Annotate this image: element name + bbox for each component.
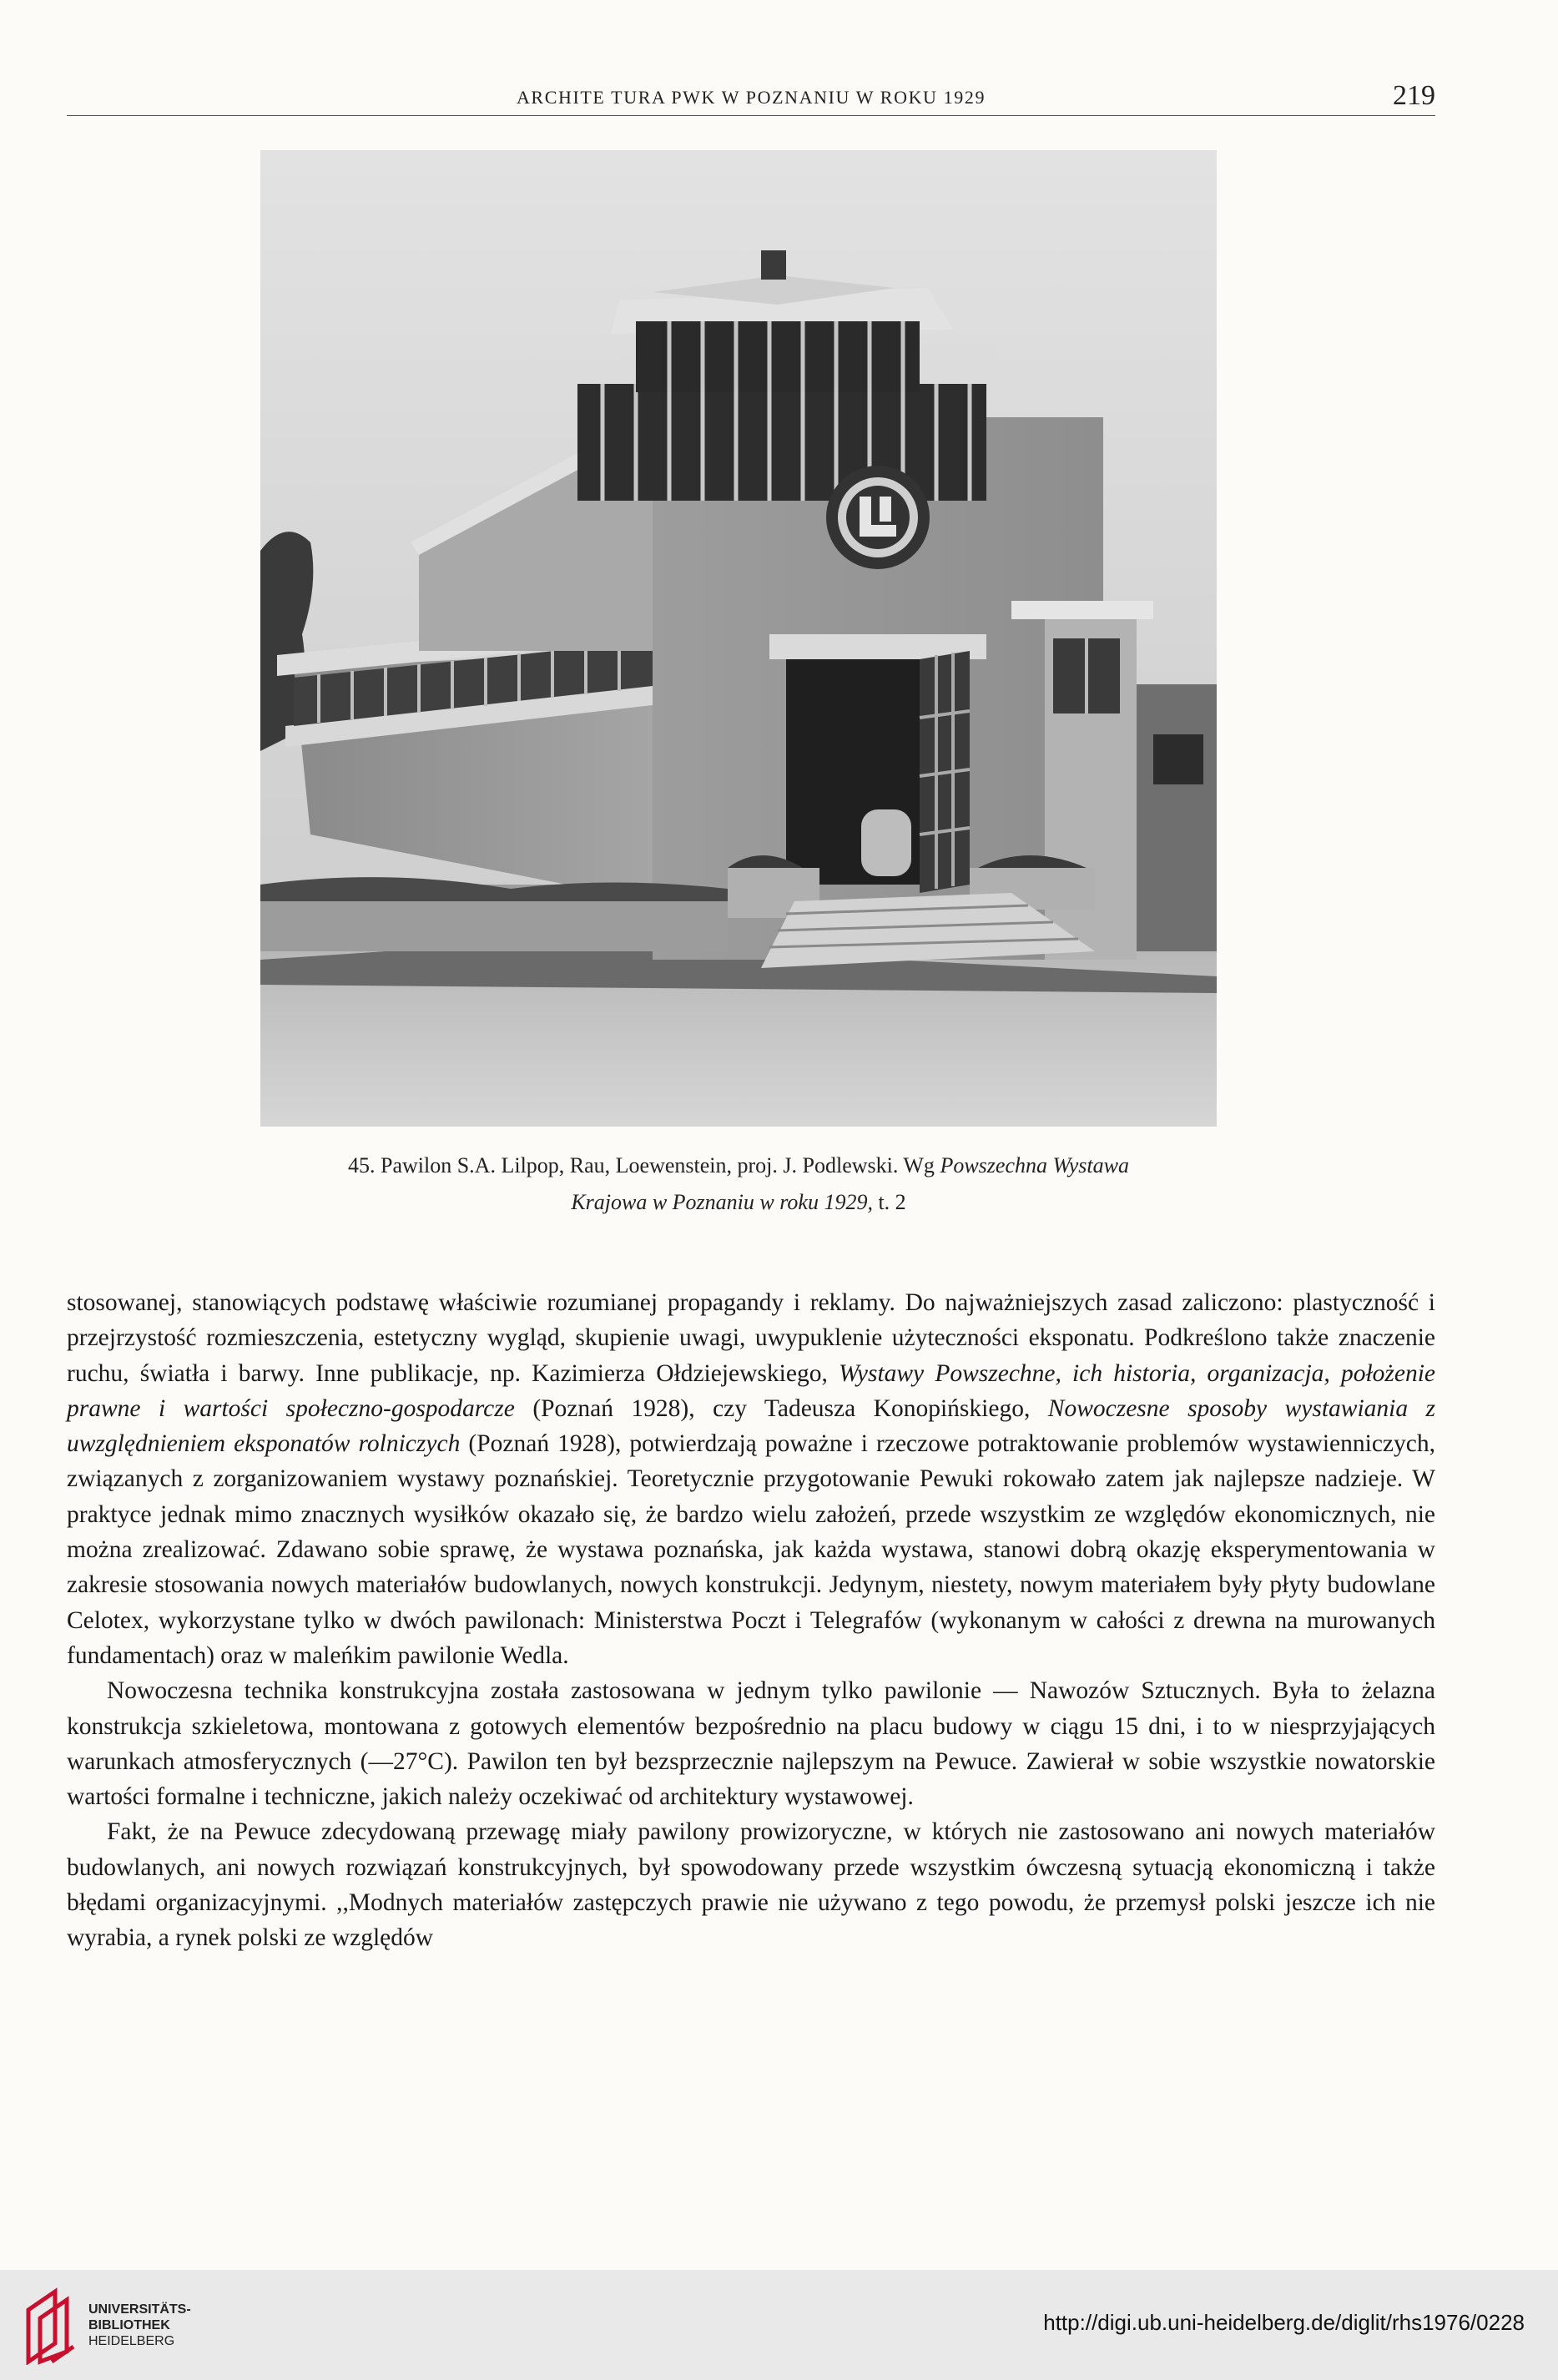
photograph-drawing: [260, 150, 1217, 1127]
paragraph-2: Nowoczesna technika konstrukcyjna została zastosowana w jednym tylko pawilonie — Nawozów Sztucznych. Była to żelazna konstrukcja szkieletowa, montowana z gotowych elementów bezpośrednio na placu budowy w ciągu 15 dni, i to w niesprzyjających warunkach atmosferycznych (—27°C). Pawilon ten był bezsprzecznie najlepszym na Pewuce. Zawierał w sobie wszystkie nowatorskie wartości formalne i techniczne, jakich należy oczekiwać od architektury wystawowej.: [67, 1677, 1435, 1811]
p1-title-2: Nowoczesne sposoby wystawiania z uwzględnieniem eksponatów rolniczych: [67, 1394, 1436, 1458]
footer-bar: [0, 2270, 1558, 2380]
paragraph-3: Fakt, że na Pewuce zdecydowaną przewagę miały pawilony prowizoryczne, w których nie zastosowano ani nowych materiałów budowlanych, ani nowych rozwiązań konstrukcyjnych, był spowodowany przede wszystkim ówczesną sytuacją ekonomiczną i także błędami organizacyjnymi. ,,Modnych materiałów zastępczych prawie nie używano z tego powodu, że przemysł polski jeszcze ich nie wyrabia, a rynek polski ze względów: [67, 1818, 1435, 1952]
paragraph-1: [67, 1285, 1435, 1673]
body-text: [67, 1285, 1435, 1956]
p1-part-a: stosowanej, stanowiących podstawę właściwie rozumianej propagandy i reklamy. Do najważniejszych zasad zaliczono: plastyczność i przejrzystość rozmieszczenia, estetyczny wygląd, skupienie uwagi, uwypuklenie użyteczności eksponatu. Podkreślono także znaczenie ruchu, światła i barwy. Inne publikacje, np. Kazimierza Ołdziejewskiego,: [67, 1289, 1435, 1387]
page-number: 219: [1393, 80, 1435, 111]
source-url-link[interactable]: http://digi.ub.uni-heidelberg.de/diglit/rhs1976/0228: [1043, 2310, 1525, 2335]
running-head: [67, 77, 1435, 116]
institution-line1: UNIVERSITÄTS-: [88, 2302, 191, 2317]
institution-line3: HEIDELBERG: [88, 2334, 175, 2348]
p1-title-1: Wystawy Powszechne, ich historia, organizacja, położenie prawne i wartości społeczno-gospodarcze: [67, 1359, 1436, 1422]
running-title: ARCHITE TURA PWK W POZNANIU W ROKU 1929: [516, 87, 986, 108]
figure-caption: [200, 1147, 1277, 1221]
p1-part-c: (Poznań 1928), czy Tadeusza Konopińskiego,: [532, 1394, 1031, 1422]
institution-name: [88, 2302, 191, 2349]
caption-line2-italic: Krajowa w Poznaniu w roku 1929,: [571, 1190, 873, 1214]
caption-line2-plain: t. 2: [878, 1190, 906, 1214]
caption-line1-italic: Powszechna Wystawa: [940, 1153, 1129, 1177]
caption-line1-plain: 45. Pawilon S.A. Lilpop, Rau, Loewenstein, proj. J. Podlewski. Wg: [348, 1153, 935, 1177]
p1-part-e: (Poznań 1928), potwierdzają poważne i rzeczowe potraktowanie problemów wystawienniczych, związanych z zorganizowaniem wystawy poznańskiej. Teoretycznie przygotowanie Pewuki rokowało zatem jak najlepsze nadzieje. W praktyce jednak mimo znacznych wysiłków okazało się, że bardzo wielu założeń, przede wszystkim ze względów ekonomicznych, nie można zrealizować. Zdawano sobie sprawę, że wystawa poznańska, jak każda wystawa, stanowi dobrą okazję eksperymentowania w zakresie stosowania nowych materiałów budowlanych, nowych konstrukcji. Jedynym, niestety, nowym materiałem były płyty budowlane Celotex, wykorzystane tylko w dwóch pawilonach: Ministerstwa Poczt i Telegrafów (wykonanym w całości z drewna na murowanych fundamentach) oraz w maleńkim pawilonie Wedla.: [67, 1430, 1435, 1669]
university-library-logo-icon: [22, 2285, 80, 2365]
institution-line2: BIBLIOTHEK: [88, 2318, 170, 2332]
pavilion-photograph: [260, 150, 1217, 1127]
